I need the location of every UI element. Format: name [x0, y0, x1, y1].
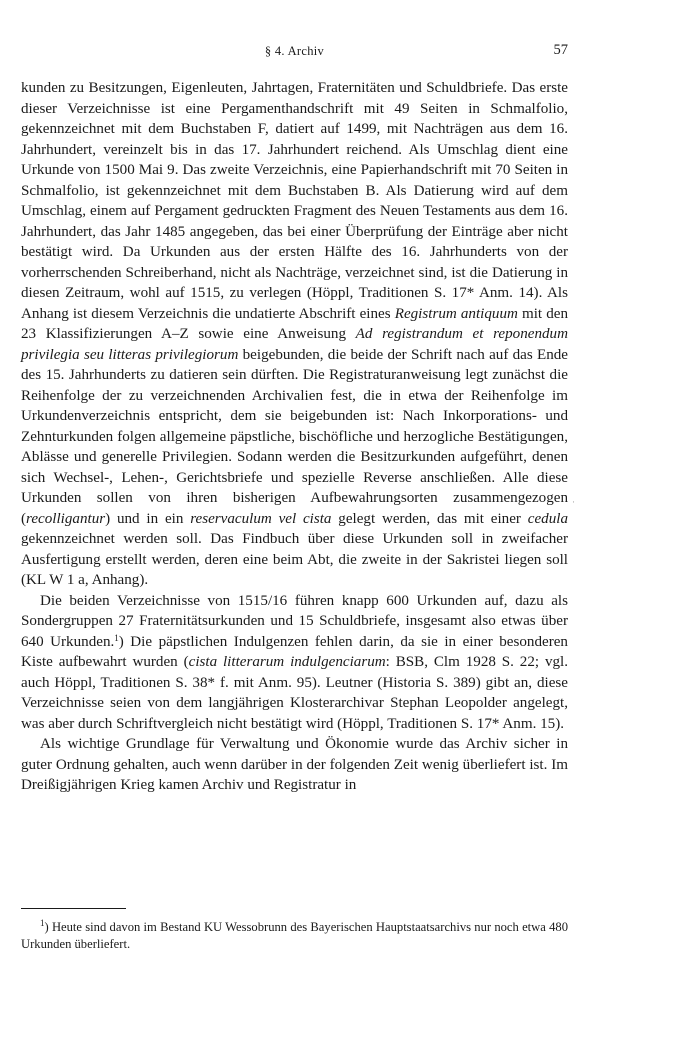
italic-term: cedula [527, 510, 568, 527]
text-run: gelegt werden, das mit einer [331, 510, 528, 527]
footnote-separator [21, 908, 126, 909]
italic-term: recolligantur [26, 510, 106, 527]
body-paragraph [21, 591, 568, 735]
page-number: 57 [553, 42, 568, 58]
text-run: ) Die päpstlichen Indulgenzen fehlen darin, da sie in einer besonderen Kiste aufbewahrt wurden ( [21, 633, 568, 670]
text-run: Als wichtige Grundlage für Verwaltung und Ökonomie wurde das Archiv sicher in guter Ordnung gehalten, auch wenn darüber in der folgenden Zeit wenig überliefert ist. Im Dreißigjährigen Krieg kamen Archiv und Registratur in [21, 736, 568, 793]
text-run: ) und in ein [105, 510, 191, 527]
running-head-section-title: § 4. Archiv [264, 44, 325, 58]
italic-term: Registrum antiquum [394, 305, 518, 322]
body-paragraph [21, 734, 568, 796]
italic-term: Ad registrandum et reponendum privilegia seu litteras privilegiorum [21, 326, 568, 363]
footnote-text: ) Heute sind davon im Bestand KU Wessobrunn des Bayerischen Hauptstaatsarchivs nur noch etwa 480 Urkunden überliefert. [21, 920, 568, 951]
margin-mark: · [572, 497, 575, 507]
text-run: : BSB, Clm 1928 S. 22; vgl. auch Höppl, Traditionen S. 38* f. mit Anm. 95). Leutner (Historia S. 389) gibt an, diese Verzeichnisse seien von dem langjährigen Klosterarchivar Stephan Leopolder angelegt, was aber durch Schriftvergleich nicht bestätigt wird (Höppl, Traditionen S. 17* Anm. 15). [21, 654, 569, 732]
text-run: gekennzeichnet werden soll. Das Findbuch über diese Urkunden soll in zweifacher Ausfertigung erstellt werden, deren eine beim Abt, die zweite in der Sakristei liegen soll (KL W 1 a, Anhang). [21, 531, 568, 588]
italic-term: reservaculum vel cista [190, 510, 332, 527]
footnote [21, 919, 568, 953]
text-run: mit den 23 Klassifizierungen A–Z sowie eine Anweisung [21, 305, 569, 342]
body-paragraph [21, 78, 568, 591]
body-text [21, 78, 568, 796]
text-run: beigebunden, die beide der Schrift nach auf das Ende des 15. Jahrhunderts zu datieren sein dürften. Die Registraturanweisung legt zunächst die Reihenfolge der zu verzeichnenden Archivalien fest, die in etwa der Reihenfolge im Urkundenverzeichnis entspricht, dem sie beigebunden ist: Nach Inkorporations- und Zehnturkunden folgen allgemeine päpstliche, bischöfliche und herzogliche Bestätigungen, Ablässe und generelle Privilegien. Sodann werden die Besitzurkunden aufgeführt, denen sich Wechsel-, Lehen-, Gerichtsbriefe und spezielle Reverse anschließen. Alle diese Urkunden sollen von ihren bisherigen Aufbewahrungsorten zusammengezogen ( [21, 346, 569, 527]
italic-term: cista litterarum indulgenciarum [188, 654, 386, 670]
text-run: Die beiden Verzeichnisse von 1515/16 führen knapp 600 Urkunden auf, dazu als Sondergruppen 27 Fraternitätsurkunden und 15 Schuldbriefe, insgesamt also etwas über 640 Urkunden. [21, 592, 568, 650]
running-head [21, 44, 568, 64]
text-run: kunden zu Besitzungen, Eigenleuten, Jahrtagen, Fraternitäten und Schuldbriefe. Das erste dieser Verzeichnisse ist eine Pergamenthandschrift mit 49 Seiten in Schmalfolio, gekennzeichnet mit dem Buchstaben F, datiert auf 1499, mit Nachträgen aus dem 16. Jahrhundert, vereinzelt bis in das 17. Jahrhundert reichend. Als Umschlag dient eine Urkunde von 1500 Mai 9. Das zweite Verzeichnis, eine Papierhandschrift mit 70 Seiten in Schmalfolio, ist gekennzeichnet mit dem Buchstaben B. Als Datierung wird auf dem Umschlag, einem auf Pergament gedruckten Fragment des Neuen Testaments aus dem 16. Jahrhundert, das Jahr 1485 angegeben, das bei einer Überprüfung der Einträge aber nicht bestätigt wird. Da Urkunden aus der ersten Hälfte des 16. Jahrhunderts von der vorherrschenden Schreiberhand, nicht als Nachträge, verzeichnet sind, ist die Datierung in diesen Zeitraum, wohl auf 1515, zu verlegen (Höppl, Traditionen S. 17* Anm. 14). Als Anhang ist diesem Verzeichnis die undatierte Abschrift eines [21, 80, 568, 322]
footnote-reference: 1 [114, 632, 119, 643]
footnote-marker: 1 [40, 918, 45, 928]
